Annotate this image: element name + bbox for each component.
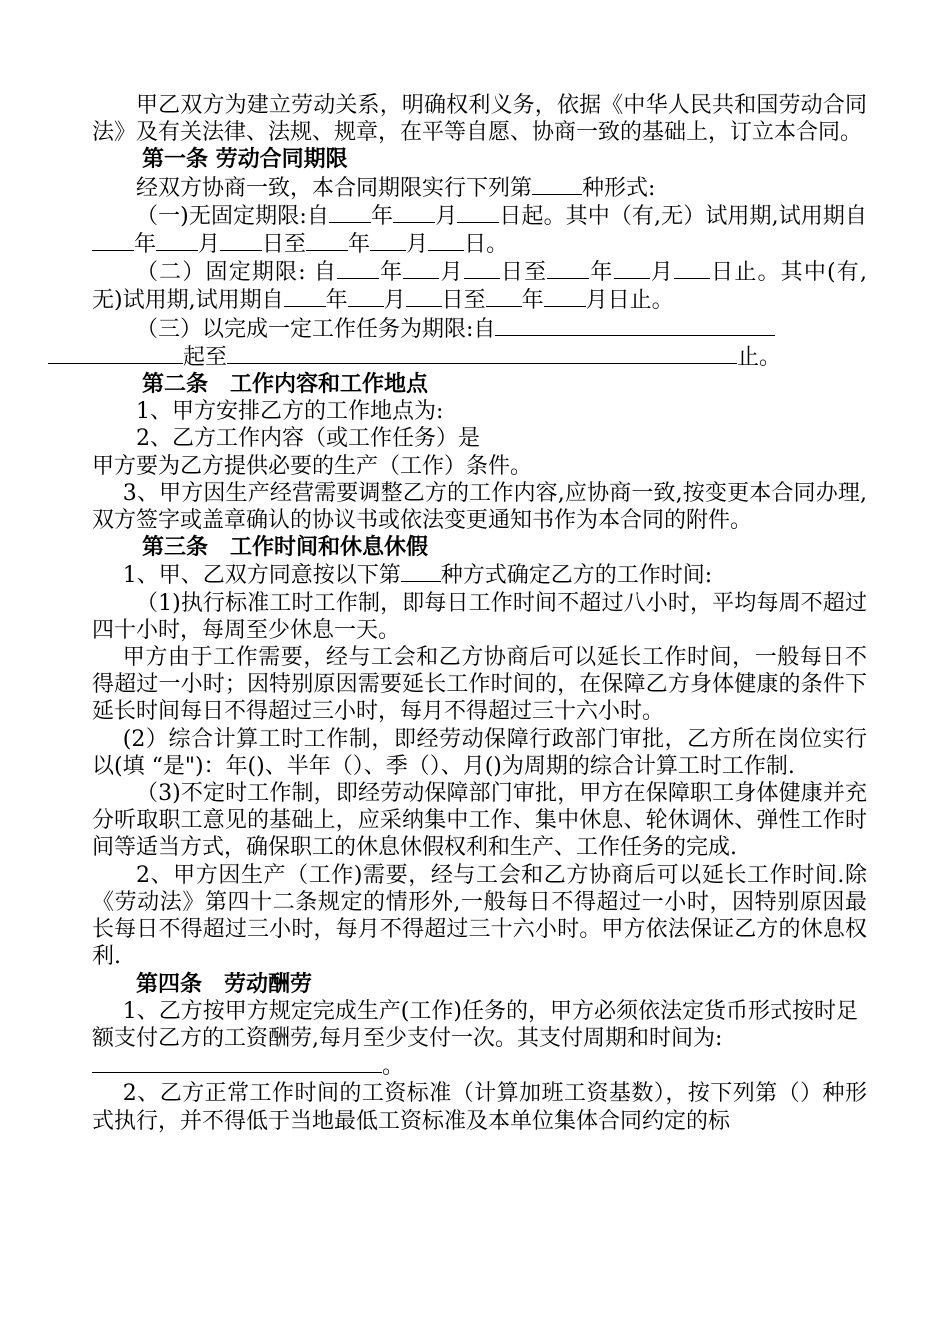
article-1-intro: 经双方协商一致，本合同期限实行下列第 种形式: bbox=[136, 175, 656, 201]
contract-page bbox=[92, 92, 867, 1135]
blank[interactable] bbox=[406, 286, 442, 307]
form-number-blank[interactable] bbox=[532, 174, 582, 195]
blank[interactable] bbox=[486, 286, 522, 307]
blank[interactable] bbox=[306, 230, 348, 251]
blank[interactable] bbox=[457, 202, 499, 223]
blank[interactable] bbox=[370, 230, 406, 251]
term-task-based: （三）以完成一定工作任务为期限:自 起至 止。 bbox=[92, 315, 867, 371]
work-location: 1、甲方安排乙方的工作地点为: bbox=[136, 399, 444, 425]
blank[interactable] bbox=[464, 258, 500, 279]
wage-standard: 2、乙方正常工作时间的工资标准（计算加班工资基数），按下列第（）种形式执行，并不得低于当地最低工资标准及本单位集体合同约定的标 bbox=[92, 1081, 867, 1134]
blank[interactable] bbox=[227, 343, 737, 364]
standard-hours: （1)执行标准工时工作制，即每日工作时间不超过八小时，平均每周不超过四十小时，每周至少休息一天。 bbox=[92, 590, 867, 643]
blank[interactable] bbox=[329, 202, 371, 223]
blank[interactable] bbox=[48, 343, 183, 364]
blank[interactable] bbox=[156, 230, 198, 251]
pay-period-blank[interactable] bbox=[92, 1052, 382, 1073]
blank[interactable] bbox=[92, 230, 134, 251]
blank[interactable] bbox=[403, 258, 439, 279]
article-4-heading: 第四条 劳动酬劳 bbox=[136, 970, 313, 997]
comprehensive-hours: (2）综合计算工时工作制，即经劳动保障行政部门审批，乙方所在岗位实行以(填 “是")：年()、半年（）、季（）、月()为周期的综合计算工时工作制. bbox=[92, 726, 867, 779]
blank[interactable] bbox=[337, 258, 379, 279]
method-number-blank[interactable] bbox=[401, 561, 441, 582]
overtime-rules: 2、甲方因生产（工作)需要，经与工会和乙方协商后可以延长工作时间.除《劳动法》第四十二条规定的情形外,一般每日不得超过一小时，因特别原因最长每日不得超过三小时，每月不得超过三十六小时。甲方依法保证乙方的休息权利. bbox=[92, 862, 867, 970]
article-1-heading: 第一条 劳动合同期限 bbox=[142, 147, 348, 173]
term-fixed: （二）固定期限: 自 年 月 日至 年 月 日止。其中(有, 无)试用期,试用期自 年 月 日至 年 月日止。 bbox=[92, 260, 867, 314]
blank[interactable] bbox=[495, 315, 775, 336]
wage-payment: 1、乙方按甲方规定完成生产(工作)任务的，甲方必须依法定货币形式按时足额支付乙方的工资酬劳,每月至少支付一次。其支付周期和时间为:。 bbox=[92, 998, 858, 1080]
intro-paragraph: 甲乙双方为建立劳动关系，明确权利义务，依据《中华人民共和国劳动合同法》及有关法律、法规、规章，在平等自愿、协商一致的基础上，订立本合同。 bbox=[92, 93, 867, 146]
blank[interactable] bbox=[614, 258, 650, 279]
article-3-heading: 第三条 工作时间和休息休假 bbox=[142, 535, 429, 561]
flexible-hours: （3)不定时工作制，即经劳动保障部门审批，甲方在保障职工身体健康并充分听取职工意见的基础上，应采纳集中工作、集中休息、轮休调休、弹性工作时间等适当方式，确保职工的休息休假权利和生产、工作任务的完成. bbox=[92, 781, 867, 861]
work-conditions: 甲方要为乙方提供必要的生产（工作）条件。 bbox=[92, 453, 533, 479]
blank[interactable] bbox=[348, 286, 384, 307]
blank[interactable] bbox=[544, 286, 586, 307]
blank[interactable] bbox=[674, 258, 710, 279]
work-adjustment: 3、甲方因生产经营需要调整乙方的工作内容,应协商一致,按变更本合同办理, 双方签字或盖章确认的协议书或依法变更通知书作为本合同的附件。 bbox=[92, 480, 867, 534]
term-open-ended: （一)无固定期限:自 年 月 日起。其中（有,无）试用期,试用期自年 月 日至 年 月 日。 bbox=[92, 202, 867, 258]
article-2-heading: 第二条 工作内容和工作地点 bbox=[142, 372, 429, 398]
blank[interactable] bbox=[220, 230, 262, 251]
work-time-method: 1、甲、乙双方同意按以下第 种方式确定乙方的工作时间: bbox=[122, 563, 713, 589]
blank[interactable] bbox=[428, 230, 464, 251]
blank[interactable] bbox=[284, 286, 326, 307]
work-content: 2、乙方工作内容（或工作任务）是 bbox=[136, 426, 480, 452]
blank[interactable] bbox=[393, 202, 435, 223]
overtime-limits: 甲方由于工作需要，经与工会和乙方协商后可以延长工作时间，一般每日不得超过一小时；因特别原因需要延长工作时间的，在保障乙方身体健康的条件下延长时间每日不得超过三小时，每月不得超过三十六小时。 bbox=[92, 645, 867, 725]
blank[interactable] bbox=[547, 258, 589, 279]
